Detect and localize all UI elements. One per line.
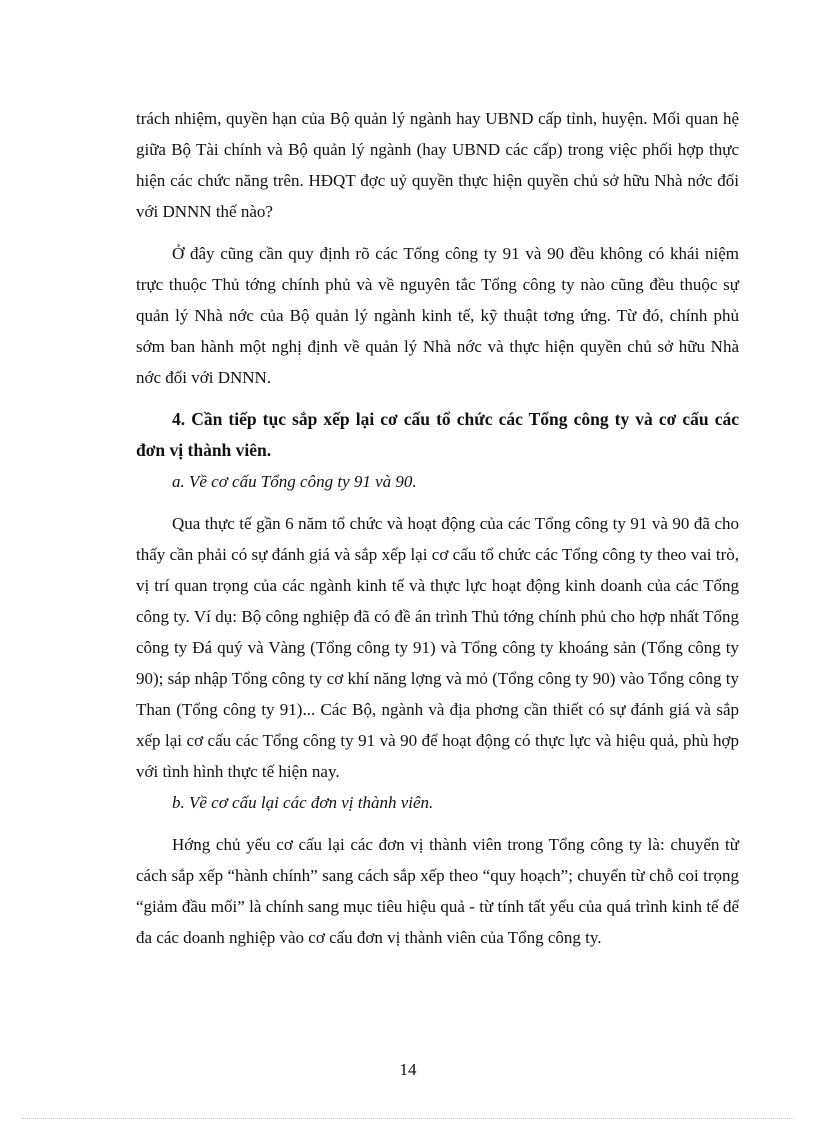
- section-heading-4: 4. Cần tiếp tục sắp xếp lại cơ cấu tổ chức các Tổng công ty và cơ cấu các đơn vị thành viên.: [136, 409, 739, 460]
- paragraph-co-cau-tong-cong-ty: Qua thực tế gần 6 năm tổ chức và hoạt động của các Tổng công ty 91 và 90 đã cho thấy cần phải có sự đánh giá và sắp xếp lại cơ cấu tổ chức các Tổng công ty theo vai trò, vị trí quan trọng của các ngành kinh tế và thực lực hoạt động kinh doanh của các Tổng công ty. Ví dụ: Bộ công nghiệp đã có đề án trình Thủ tớng chính phủ cho hợp nhất Tổng công ty Đá quý và Vàng (Tổng công ty 91) và Tổng công ty khoáng sản (Tổng công ty 90); sáp nhập Tổng công ty cơ khí năng lợng và mỏ (Tổng công ty 90) vào Tổng công ty Than (Tổng công ty 91)... Các Bộ, ngành và địa phơng cần thiết có sự đánh giá và sắp xếp lại cơ cấu các Tổng công ty 91 và 90 để hoạt động có thực lực và hiệu quả, phù hợp với tình hình thực tế hiện nay.: [136, 514, 739, 781]
- page-bottom-divider: [22, 1118, 794, 1119]
- page-number: 14: [399, 1060, 417, 1079]
- paragraph-continued: trách nhiệm, quyền hạn của Bộ quản lý ngành hay UBND cấp tỉnh, huyện. Mối quan hệ giữa Bộ Tài chính và Bộ quản lý ngành (hay UBND các cấp) trong việc phối hợp thực hiện các chức năng trên. HĐQT đợc uỷ quyền thực hiện quyền chủ sở hữu Nhà nớc đối với DNNN thế nào?: [136, 109, 739, 221]
- paragraph-don-vi-thanh-vien: Hớng chủ yếu cơ cấu lại các đơn vị thành viên trong Tổng công ty là: chuyển từ cách sắp xếp “hành chính” sang cách sắp xếp theo “quy hoạch”; chuyển từ chỗ coi trọng “giảm đầu mối” là chính sang mục tiêu hiệu quả - từ tính tất yếu của quá trình kinh tế để đa các doanh nghiệp vào cơ cấu đơn vị thành viên của Tổng công ty.: [136, 835, 739, 947]
- subheading-a: a. Về cơ cấu Tổng công ty 91 và 90.: [172, 472, 417, 491]
- body-text: [136, 103, 739, 953]
- paragraph-truc-thuoc: Ở đây cũng cần quy định rõ các Tổng công ty 91 và 90 đều không có khái niệm trực thuộc Thủ tớng chính phủ và về nguyên tắc Tổng công ty nào cũng đều thuộc sự quản lý Nhà nớc của Bộ quản lý ngành kinh tế, kỹ thuật tơng ứng. Từ đó, chính phủ sớm ban hành một nghị định về quản lý Nhà nớc và thực hiện quyền chủ sở hữu Nhà nớc đối với DNNN.: [136, 244, 739, 387]
- subheading-b: b. Về cơ cấu lại các đơn vị thành viên.: [172, 793, 434, 812]
